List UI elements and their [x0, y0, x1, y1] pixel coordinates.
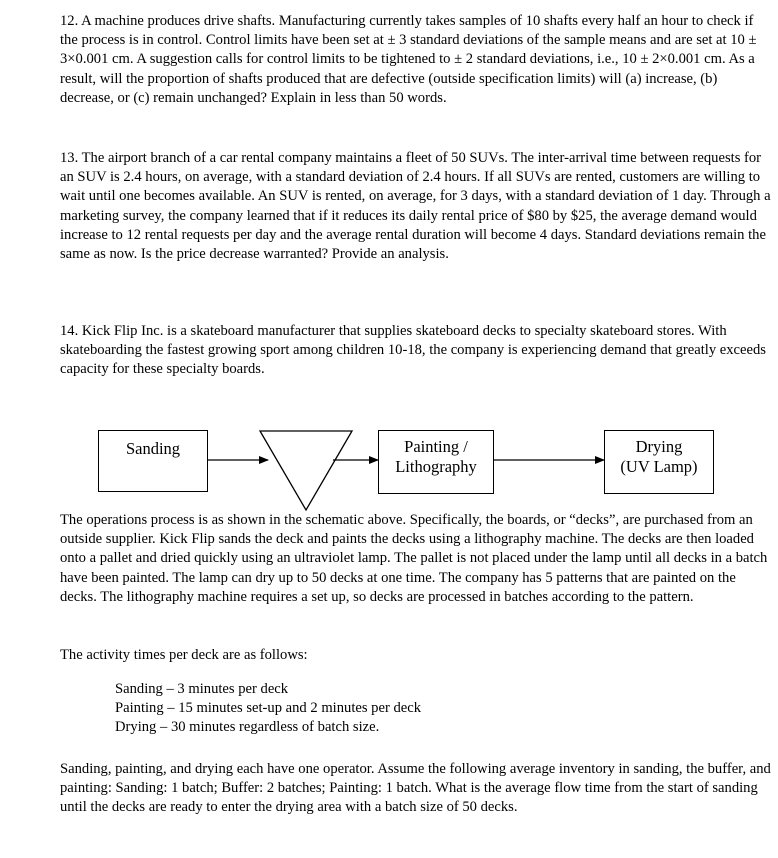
- buffer-triangle-icon: [260, 431, 352, 510]
- activity-item-painting: Painting – 15 minutes set-up and 2 minutes per deck: [115, 700, 422, 717]
- question-12: 12. A machine produces drive shafts. Manufacturing currently takes samples of 10 shafts every half an hour to check if the process is in control. Control limits have been set at ± 3 standard deviations of the sample means and are set at 10 ± 3×0.001 cm. A suggestion calls for control limits to be tightened to ± 2 standard deviations, i.e., 10 ± 2×0.001 cm. As a result, will the proportion of shafts produced that are defective (outside specification limits) will (a) increase, (b) decrease, or (c) remain unchanged? Explain in less than 50 words.: [60, 13, 757, 106]
- question-14: 14. Kick Flip Inc. is a skateboard manufacturer that supplies skateboard decks to specialty skateboard stores. With skateboarding the fastest growing sport among children 10-18, the company is experiencing demand that greatly exceeds capacity for these specialty boards.: [60, 323, 766, 378]
- drying-box: [604, 430, 714, 494]
- sanding-label: Sanding: [125, 439, 181, 458]
- painting-box: [378, 430, 494, 494]
- activity-intro: The activity times per deck are as follows:: [60, 647, 308, 663]
- painting-label-line2: Lithography: [395, 457, 477, 476]
- question-13: 13. The airport branch of a car rental company maintains a fleet of 50 SUVs. The inter-arrival time between requests for an SUV is 2.4 hours, on average, with a standard deviation of 2.4 hours. If all SUVs are rented, customers are willing to wait until one becomes available. An SUV is rented, on average, for 3 days, with a standard deviation of 1 day. Through a marketing survey, the company learned that if it reduces its daily rental price of $80 by $25, the average demand would increase to 12 rental requests per day and the average rental duration will become 4 days. Standard deviations remain the same as now. Is the price decrease warranted? Provide an analysis.: [60, 150, 771, 263]
- final-question-paragraph: Sanding, painting, and drying each have one operator. Assume the following average inventory in sanding, the buffer, and painting: Sanding: 1 batch; Buffer: 2 batches; Painting: 1 batch. What is the average flow time from the start of sanding until the decks are ready to enter the drying area with a batch size of 50 decks.: [60, 761, 771, 816]
- activity-item-sanding: Sanding – 3 minutes per deck: [115, 681, 289, 697]
- activity-item-drying: Drying – 30 minutes regardless of batch size.: [115, 719, 380, 736]
- operations-paragraph: The operations process is as shown in the schematic above. Specifically, the boards, or “decks”, are purchased from an outside supplier. Kick Flip sands the deck and paints the decks using a lithography machine. The decks are then loaded onto a pallet and dried quickly using an ultraviolet lamp. The pallet is not placed under the lamp until all decks in a batch have been painted. The lamp can dry up to 50 decks at one time. The company has 5 patterns that are painted on the decks. The lithography machine requires a set up, so decks are processed in batches according to the pattern.: [60, 512, 768, 605]
- sanding-box: [98, 430, 208, 492]
- painting-label-line1: Painting /: [404, 437, 468, 456]
- drying-label-line1: Drying: [635, 437, 683, 456]
- activity-list: [115, 680, 421, 738]
- drying-label-line2: (UV Lamp): [620, 457, 698, 476]
